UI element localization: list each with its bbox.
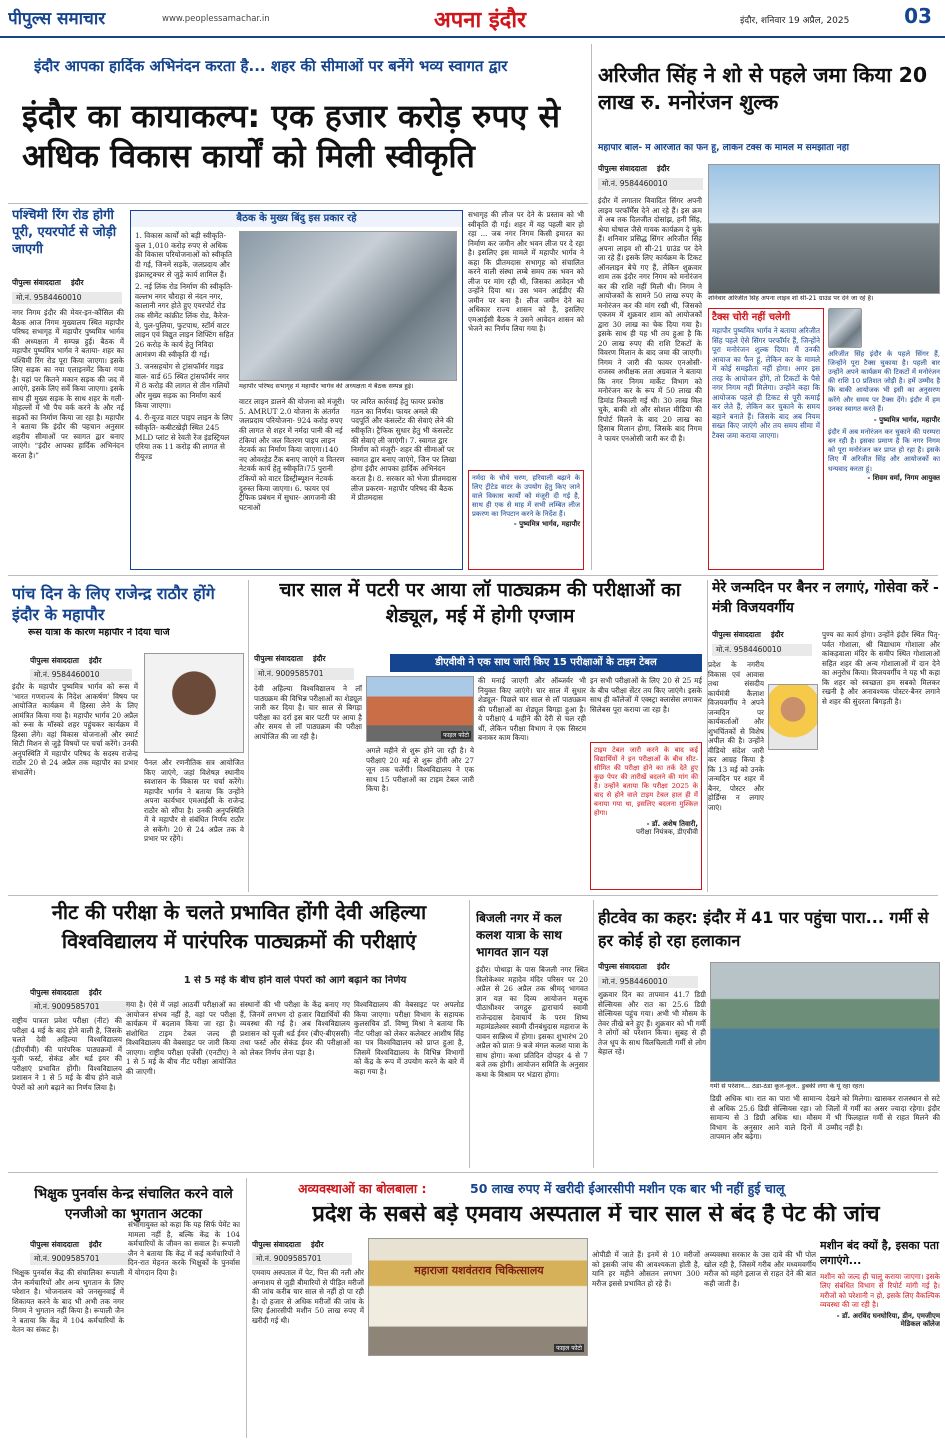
quote-text: टाइम टेबल जारी करने के बाद कई विद्यार्थियों ने इन परीक्षाओं के बीच सीट-सीमित की परीक्षा होने का तर्क देते हुए कुछ पेपर की तारीखें बदलने की मांग की है। उन्होंने बताया कि परीक्षा 2025 के बाद से होने वाले टाइम टेबल हाल ही में बनाया गया था, इसलिए बदलना मुश्किल होगा। <box>594 746 698 817</box>
box-title: मशीन बंद क्यों है, इसका पता लगाएंगे... <box>820 1239 939 1268</box>
neet-col1: राष्ट्रीय पात्रता प्रवेश परीक्षा (नीट) की परीक्षा 4 मई के बाद होने वाली है, जिसके चलते देवी अहिल्या विश्वविद्यालय (डीएवीवी) की पारंपरिक पाठ्यक्रमों में यूजी फर्स्ट, सेकंड और थर्ड इयर की परीक्षाएं प्रभावित होंगी। विश्वविद्यालय प्रशासन ने 1 से 5 मई के बीच होने वाले पेपरों को आगे बढ़ाने का निर्णय लिया है। <box>12 1016 122 1092</box>
box-body: मशीन को जल्द ही चालू कराया जाएगा। इसके लिए संबंधित विभाग से रिपोर्ट मांगी गई है। मरीजों को परेशानी न हो, इसके लिए वैकल्पिक व्यवस्था की जा रही है। <box>820 1271 940 1310</box>
quote-author: - पुष्यमित्र भार्गव, महापौर <box>873 415 940 424</box>
mobile-number: मो.नं. 9584460010 <box>598 976 698 988</box>
pool-photo[interactable] <box>710 962 940 1082</box>
arijit-body: इंदौर में लगातार विवादित सिंगर अपनी लाइव परफॉर्मेंस देने आ रहे हैं। इस क्रम में अब तक दिलजीत दोसांझ, हनी सिंह, श्रेया घोषाल जैसे गायक कार्यक्रम दे चुके हैं। शनिवार प्रसिद्ध सिंगर अरिजीत सिंह अपना लाइव शो सी-21 ग्राउंड पर देने जा रहे हैं। इसके लिए कार्यक्रम के टिकट ऑनलाइन बेचे गए हैं, लेकिन शुक्रवार शाम तक इंदौर नगर निगम को मनोरंजन कर की राशि नहीं मिली थी। निगम ने आयोजकों के सामने 50 लाख रुपए के मनोरंजन कर की मांग रखी थी, जिसको एक्जम में शुक्रवार शाम को आयोजकों द्वारा 30 लाख का चेक दिया गया है। इसके साथ ही यह भी तय हुआ है कि 20 लाख रुपए की राशि टिकटों के विवरण मिलान के बाद जमा की जाएगी। निगम ने जारी की फायर एनओसी- राजस्व अधीक्षक लता अग्रवाल ने बताया कि नगर निगम मार्केट विभाग को मनोरंजन कर के रूप में 50 लाख की डिमांड निकाली गई थी। 30 लाख मिल चुके, बाकी शो और सोशल मीडिया की रिपोर्ट मिलने के बाद 20 लाख का हिसाब मिलान होगा, जिसके बाद निगम ने फायर एनओसी जारी कर दी है। <box>598 196 702 443</box>
avatar <box>828 308 862 348</box>
point-item: 2. नई लिंक रोड निर्माण की स्वीकृति- वल्लभ नगर चौराहा से नंदन नगर, कालानी नगर होते हुए एयरपोर्ट रोड तक सीमेंट कांक्रीट लिंक रोड, कैरेज-वे, पुल-पुलिया, फुटपाथ, स्टॉर्म वाटर लाइन एवं विद्युत लाइन शिफ्टिंग सहित 26 करोड़ के कार्य हेतु निविदा आमंत्रण की स्वीकृति दी गई। <box>135 282 234 359</box>
heat-col2: डिग्री अधिक था। रात का पारा भी सामान्य से अधिक 25.6 डिग्री सेल्सियस रहा। जो सामान्य से 3 डिग्री अधिक था। मौसम विभाग के अनुसार आने वाले दिनों में तापमान और बढ़ेगा। <box>710 1094 822 1141</box>
mobile-number: मो.नं. 9584460010 <box>598 178 703 190</box>
quote-author-title: परीक्षा नियंत्रक, डीएवीवी <box>636 828 698 837</box>
neet-sub: 1 से 5 मई के बीच होने वाले पेपरों को आगे बढ़ाने का निर्णय <box>183 975 407 986</box>
arijit-side <box>828 308 940 570</box>
photo-label: फाइल फोटो <box>556 1345 582 1352</box>
building-sign: महाराजा यशवंतराव चिकित्सालय <box>414 1264 544 1277</box>
heat-col1: शुक्रवार दिन का तापमान 41.7 डिग्री सेल्सियस और रात का 25.6 डिग्री सेल्सियस पहुंच गया। अभी भी मौसम के तेवर तीखे बने हुए हैं। शुक्रवार को भी गर्मी ने लोगों को परेशान किया। सुबह से ही तेज धूप के साथ चिलचिलाती गर्मी से लोग बेहाल रहे। <box>598 990 706 1056</box>
side-quote-2: इंदौर में अब मनोरंजन कर चुकाने की परम्परा बन रही है। इसका प्रमाण है कि नगर निगम को पूरा मनोरंजन कर प्राप्त हो रहा है। इसके लिए मैं अरिजीत सिंह और आयोजकों का धन्यवाद करता हूं। <box>828 428 940 473</box>
section-title: अपना इंदौर <box>433 8 527 33</box>
byline: पीपुल्स संवाददाता इंदौर <box>30 988 102 997</box>
vijay-headline: मेरे जन्मदिन पर बैनर न लगाएं, गोसेवा करें - मंत्री विजयवर्गीय <box>712 580 939 617</box>
rajendra-body-2: पैनल और रणनीतिक सत्र आयोजित किए जाएंगे, जहां विशेषज्ञ स्थानीय स्वशासन के विकास पर चर्चा करेंगे। महापौर भार्गव ने बताया कि उन्होंने अपना कार्यभार एमआईसी के राजेन्द्र राठौर को सौंपा है। उनकी अनुपस्थिति में वे महापौर से संबंधित निर्णय राठौर ले सकेंगे। 20 से 24 अप्रैल तक वे प्रभार पर रहेंगे। <box>144 758 244 843</box>
page-number: 03 <box>898 4 938 32</box>
byline: पीपुल्स संवाददाता इंदौर <box>252 1240 324 1249</box>
points-column-right: पर त्वरित कार्रवाई हेतु फायर प्रकोष्ठ गठन का निर्णय। फायर अमले की पदपूर्ति और कंसल्टेंट की सेवाएं लेने की स्वीकृति। ट्रैफिक सुधार हेतु भी कंसल्टेंट की सेवाएं ली जाएंगी। 7. स्वागत द्वार निर्माण को मंजूरी- शहर की सीमाओं पर स्वागत द्वार बनाए जाएंगे, जिन पर लिखा होगा इंदौर आपका हार्दिक अभिनंदन करता है। 8. सरकार को भेजा प्रीतमदास लीज प्रकरण- महापौर परिषद की बैठक में प्रीतमदास <box>351 397 457 503</box>
arijit-headline: अरिजीत सिंह ने शो से पहले जमा किया 20 लाख रु. मनोरंजन शुल्क <box>598 63 928 115</box>
byline: पीपुल्स संवाददाता इंदौर <box>598 164 670 173</box>
point-item: 3. जनसहयोग से ट्रांसफॉर्मर गाइड वाल- वार्ड 65 स्थित ट्रांसफॉर्मर नगर में 8 करोड़ की लागत से तीन गलियों और मुख्य सड़क का निर्माण कार्य किया जाएगा। <box>135 362 230 410</box>
mya-col3: अव्यवस्था सरकार के उस दावे की भी पोल खोल रही है, जिसमें गरीब और मध्यमवर्गीय मरीज को महंगे इलाज से राहत देने की बात कही जाती है। <box>704 1250 816 1288</box>
divider <box>8 1172 938 1173</box>
mobile-number: मो.नं. 9584460010 <box>712 644 812 656</box>
mya-kicker-label: अव्यवस्थाओं का बोलबाला : <box>298 1181 427 1196</box>
column-rule <box>593 900 594 1168</box>
mobile-number: मो.नं. 9009585701 <box>254 668 354 680</box>
quote-text: नर्मदा के चौथे चरण, हरियाली बढ़ाने के लिए ट्रीटेड वाटर के उपयोग हेतु किए जाने वाले विकास कार्यों को मंजूरी दी गई है, साथ ही एक से माह में सभी लम्बित लीज प्रकरण का निपटान करने के निर्देश हैं। <box>472 474 580 519</box>
law-col2: की मनाई जाएगी और ऑब्जर्वर भी नियुक्त किए जाएंगे। चार साल में सुधार शेड्यूल- पिछले चार साल से लॉ पाठ्यक्रम की परीक्षाओं का शेड्यूल बिगड़ा हुआ है। ये परीक्षाएं 4 महीने की देरी से चल रही थीं, लेकिन परीक्षा विभाग ने एक सिस्टम बनाकर काम किया। <box>478 676 586 742</box>
column-rule <box>469 900 470 1168</box>
ngo-body-2: संभागायुक्त को कहा कि यह सिर्फ पेमेंट का मामला नहीं है, बल्कि केंद्र के 104 कर्मचारियों के जीवन का सवाल है। रूपाली जैन ने बताया कि केंद्र में कई कर्मचारियों ने दिन-रात मेहनत करके भिक्षुकों के पुनर्वास में योगदान दिया है। <box>128 1220 240 1277</box>
column-rule <box>248 580 249 892</box>
top-story-sub: पश्चिमी रिंग रोड होगी पूरी, एयरपोर्ट से जोड़ी जाएगी <box>12 208 117 257</box>
point-item: 1. विकास कार्यों को बड़ी स्वीकृति- कुल 1,010 करोड़ रुपए से अधिक की विकास परियोजनाओं को स्वीकृति दी गई, जिनमें सड़कें, जलप्रदाय और इंफ्रास्ट्रक्चर से जुड़े कार्य शामिल हैं। <box>135 231 233 279</box>
photo-caption: महापौर परिषद सभागृह में महापौर भार्गव की अध्यक्षता में बैठक सम्पन्न हुई। <box>239 383 414 390</box>
byline: पीपुल्स संवाददाता इंदौर <box>12 278 84 287</box>
vijay-col2: पुण्य का कार्य होगा। उन्होंने इंदौर स्थित पितृ-पर्वत गोशाला, श्री विद्याधाम गोशाला और कांकड़वाला मंदिर के समीप स्थित गोशालाओं सहित शहर की अन्य गोशालाओं में दान देने का अनुरोध किया। विजयवर्गीय ने यह भी कहा कि शहर को स्वच्छता हम सबको मिलकर रखनी है और अनावश्यक पोस्टर-बैनर लगाने से शहर की सुंदरता बिगड़ती है। <box>822 630 940 706</box>
mya-headline: प्रदेश के सबसे बड़े एमवाय अस्पताल में चार साल से बंद है पेट की जांच <box>312 1203 880 1227</box>
mobile-number: मो.नं. 9009585701 <box>30 1001 130 1013</box>
photo-label: फाइल फोटो <box>443 732 469 739</box>
key-points-box <box>130 210 463 570</box>
law-col1: देवी अहिल्या विश्वविद्यालय ने लॉ पाठ्यक्रम की विभिन्न परीक्षाओं का शेड्यूल जारी कर दिया है। चार साल से बिगड़ा परीक्षा का दर्रा इस बार पटरी पर आया है और समय से लॉ पाठ्यक्रम की परीक्षा आयोजित की जा रही है। <box>254 684 362 741</box>
neet-headline: नीट की परीक्षा के चलते प्रभावित होंगी देवी अहिल्या विश्वविद्यालय में पारंपरिक पाठ्यक्रमों की परीक्षाएं <box>51 900 427 953</box>
rajendra-headline: पांच दिन के लिए राजेन्द्र राठौर होंगे इंदौर के महापौर <box>12 584 215 624</box>
university-photo[interactable] <box>366 676 474 742</box>
minister-photo[interactable] <box>768 684 818 750</box>
heat-headline: हीटवेव का कहर: इंदौर में 41 पार पहुंचा पारा... गर्मी से हर कोई हो रहा हलाकान <box>598 908 929 951</box>
law-col3: इन सभी परीक्षाओं के लिए 20 से 25 मई के बीच परीक्षा सेंटर तय किए जाएंगे। इसके साथ ही कॉलेजों में एक्स्ट्रा क्लासेस लगाकर सिलेबस पूरा कराया जा रहा है। <box>590 676 702 714</box>
quote-author: - डॉ. अशेष तिवारी, <box>646 819 698 828</box>
law-quote-box <box>590 742 702 890</box>
law-col1b: अगले महीने से शुरू होने जा रही है। ये परीक्षाएं 20 मई से शुरू होंगी और 27 जून तक चलेंगी। विश्वविद्यालय ने एक साथ 15 परीक्षाओं का टाइम टेबल जारी किया है। <box>366 746 474 793</box>
quote-author: - शिवम वर्मा, निगम आयुक्त <box>867 473 940 482</box>
bijli-headline: बिजली नगर में कल कलश यात्रा के साथ भागवत ज्ञान यज्ञ <box>476 911 562 959</box>
dateline: इंदौर, शनिवार 19 अप्रैल, 2025 <box>740 16 850 26</box>
box-title: बैठक के मुख्य बिंदु इस प्रकार रहे <box>131 211 462 227</box>
divider <box>8 575 938 576</box>
portrait-photo[interactable] <box>144 653 244 753</box>
byline: पीपुल्स संवाददाता इंदौर <box>254 654 326 663</box>
top-story-headline: इंदौर का कायाकल्प: एक हजार करोड़ रुपए से अधिक विकास कार्यों को मिली स्वीकृति <box>22 97 561 175</box>
photo-caption: शनिवार अरिजीत सिंह अपना लाइव शो सी-21 ग्राउंड पर देने जा रहे हैं। <box>708 295 874 302</box>
heat-col3: देखने को मिलेगा। खासकर राजस्थान से सटे जिलों में गर्मी का असर ज्यादा रहेगा। इंदौर में भी फिलहाल गर्मी से राहत मिलने की उम्मीद नहीं है। <box>826 1094 940 1132</box>
divider <box>8 895 938 896</box>
bijli-body: इंदौर। पोथाड़ा के पास बिजली नगर स्थित त्रिलोकेश्वर महादेव मंदिर परिसर पर 20 अप्रैल से 26 अप्रैल तक श्रीमद् भागवत ज्ञान यज्ञ का दिव्य आयोजन मलूक पीठाधीश्वर जगद्गुरु द्वाराचार्य स्वामी राजेन्द्रदास देवाचार्य के परम शिष्य महामंडलेश्वर स्वामी दीनबंधुदास महाराज के पावन सान्निध्य में होगा। इसका शुभारंभ 20 अप्रैल को प्रातः 9 बजे मंगल कलश यात्रा के साथ होगा। कथा प्रतिदिन दोपहर 4 से 7 बजे तक होगी। आयोजन समिति के अनुसार कथा के विश्राम पर भंडारा होगा। <box>476 965 588 1079</box>
hospital-photo[interactable] <box>368 1238 588 1356</box>
mya-kicker-text: 50 लाख रुपए में खरीदी ईआरसीपी मशीन एक बार भी नहीं हुई चालू <box>470 1181 785 1196</box>
byline: पीपुल्स संवाददाता इंदौर <box>712 630 784 639</box>
points-column-mid: वाटर लाइन डालने की योजना को मंजूरी। 5. AMRUT 2.0 योजना के अंतर्गत जलप्रदाय परियोजना- 924 करोड़ रुपए की लागत से शहर में नर्मदा पानी की नई टंकियां और जल वितरण पाइप लाइन नेटवर्क का निर्माण किया जाएगा।140 नए ओवरहेड टैंक बनाए जाएंगे व वितरण नेटवर्क कार्य हेतु स्वीकृति।75 पुरानी टंकियों को वाटर डिस्ट्रीब्यूशन नेटवर्क दुरुस्त किया जाएगा। 6. फायर एवं ट्रैफिक प्रबंधन में सुधार- आगजनी की घटनाओं <box>239 397 345 512</box>
mya-col1: एमवाय अस्पताल में पेट, पित्त की नली और अग्नाशय से जुड़ी बीमारियों से पीड़ित मरीजों की जांच करीब चार साल से नहीं हो पा रही है। दो हजार से अधिक मरीजों की जांच के लिए ईआरसीपी मशीन 50 लाख रुपए में खरीदी गई थी। <box>252 1268 364 1325</box>
side-quote: अरिजीत सिंह इंदौर के पहले सिंगर हैं, जिन्होंने पूरा टैक्स चुकाया है। पहली बार उन्होंने अपने कार्यक्रम की टिकटों में मनोरंजन की राशि 10 प्रतिशत जोड़ी है। हमें उम्मीद है कि बाकी आयोजक भी इसी का अनुसरण करेंगे और समय पर टैक्स देंगे। इंदौर में हम उनका स्वागत करते हैं। <box>828 350 940 413</box>
quote-box <box>468 470 584 570</box>
photo-caption: गर्मी से परेशान... ठंडा-ठंडा कूल-कूल.. डुबकी लगा के यूं रहा रहत। <box>710 1083 865 1090</box>
byline: पीपुल्स संवाददाता इंदौर <box>598 962 670 971</box>
logo[interactable] <box>8 6 158 30</box>
mobile-number: मो.नं. 9584460010 <box>12 292 122 304</box>
mya-col2: ओपीडी में जाते हैं। इनमें से 10 मरीजों को इसकी जांच की आवश्यकता होती है, यानि हर महीने औसतन लगभग 300 मरीज इससे प्रभावित हो रहे हैं। <box>592 1250 700 1288</box>
masthead-url[interactable]: www.peoplessamachar.in <box>162 14 270 24</box>
tax-box <box>708 308 824 570</box>
neet-col3: संस्थानों की भी परीक्षा के केंद्र बनाए गए हैं, जिनमें लगभग दो हजार विद्यार्थियों की व्यवस्था की गई है। अब विश्वविद्यालय प्रशासन को यूजी थर्ड ईयर (बीए-बीएससी) तथा फर्स्ट और सेकंड ईयर की परीक्षाओं को लेकर निर्णय लेना पड़ा है। <box>240 1000 350 1057</box>
neet-col2: गया है। ऐसे में जहां आठवीं परीक्षाओं का आयोजन संभव नहीं है, वहां पर परीक्षा कार्यक्रम में बदलाव किया जा रहा है। संशोधित टाइम टेबल जल्द ही विश्वविद्यालय की वेबसाइट पर जारी किया जाएगा। राष्ट्रीय परीक्षा एजेंसी (एनटीए) ने 1 से 5 मई के बीच नीट परीक्षा आयोजित की जाएगी। <box>126 1000 236 1076</box>
ngo-body: भिक्षुक पुनर्वास केंद्र की संचालिका रूपाली जैन कर्मचारियों और अन्य भुगतान के लिए परेशान है। भोजनालय को जनसुनवाई में शिकायत करने के बाद भी अभी तक नगर निगम ने भुगतान नहीं किया है। रूपाली जैन ने बताया कि केंद्र में 104 कर्मचारियों के वेतन का संकट है। <box>12 1268 124 1334</box>
top-story-body: नगर निगम इंदौर की मेयर-इन-कौंसिल की बैठक आज निगम मुख्यालय स्थित महापौर परिषद सभागृह में महापौर पुष्यमित्र भार्गव की अध्यक्षता में सम्पन्न हुई। बैठक में महापौर पुष्यमित्र भार्गव ने बताया- शहर का पश्चिमी रिंग रोड पूरा किया जाएगा। इसके लिए सड़क का नया एलाइनमेंट किया गया है। यहां पर कितने मकान सड़क की जद में आएंगे, इसके लिए सर्वे किया जाएगा। इसके साथ ही मुख्य सड़क के साथ शहर के गली-मोहल्लों में भी पैच वर्क करने के और नई सड़कों का निर्माण किया जा रहा है। महापौर ने बताया कि इंदौर की पहचान अनुसार शहरीय सीमाओं पर स्वागत द्वार बनाए जाएंगे। “इंदौर आपका हार्दिक अभिनंदन करता है।” <box>12 308 124 460</box>
meeting-photo[interactable] <box>239 231 457 381</box>
ngo-headline: भिक्षुक पुनर्वास केन्द्र संचालित करने वाले एनजीओ का भुगतान अटका <box>34 1186 233 1223</box>
byline: पीपुल्स संवाददाता इंदौर <box>30 656 102 665</box>
mya-side-box <box>820 1238 940 1438</box>
mobile-number: मो.नं. 9009585701 <box>30 1253 130 1265</box>
byline: पीपुल्स संवाददाता इंदौर <box>30 1240 102 1249</box>
quote-author: - डॉ. अरविंद घनघोरिया, डीन, एमजीएम मेडिकल कॉलेज <box>836 1311 940 1329</box>
mya-kicker-row <box>252 1178 940 1200</box>
box-body: महापौर पुष्यमित्र भार्गव ने बताया अरिजीत सिंह पहले ऐसे सिंगर परफॉर्मर हैं, जिन्होंने पूरा मनोरंजन शुल्क दिया। मैं उनकी आवाज का फैन हूं, लेकिन कर के मामले में कोई समझौता नहीं होगा। अगर इस तरह के आयोजन होंगे, तो टिकटों के पैसे नगर निगम नहीं मिलेगा। उन्होंने कहा कि आयोजक पहले ही टिकट से पूरी कमाई कर लेते हैं, लेकिन कर चुकाने के समय बहाने बनाते हैं। जिसके बाद अब नियम सख्त किए जाएंगे और तय समय सीमा में टैक्स जमा कराया जाएगा। <box>712 326 820 440</box>
column-rule <box>591 44 592 570</box>
stage-photo[interactable] <box>708 164 940 294</box>
mobile-number: मो.नं. 9584460010 <box>30 669 132 681</box>
mobile-number: मो.नं. 9009585701 <box>252 1253 352 1265</box>
column-rule <box>246 1178 247 1438</box>
neet-col4: विश्वविद्यालय की वेबसाइट पर अपलोड किया जाएगा। परीक्षा विभाग के सहायक कुलसचिव डॉ. विष्णु मिश्रा ने बताया कि नीट परीक्षा को लेकर कलेक्टर आशीष सिंह का पत्र विश्वविद्यालय को प्राप्त हुआ है, जिसमें विश्वविद्यालय के विभिन्न विभागों को केंद्र के रूप में उपयोग करने के बारे में कहा गया है। <box>354 1000 464 1076</box>
points-column-left <box>135 231 235 567</box>
rajendra-sub: रूस यात्रा के कारण महापौर ने दिया चार्ज <box>28 628 170 638</box>
divider <box>8 203 588 204</box>
top-story-kicker: इंदौर आपका हार्दिक अभिनंदन करता है... शहर की सीमाओं पर बनेंगे भव्य स्वागत द्वार <box>34 58 508 75</box>
vijay-col1: प्रदेश के नगरीय विकास एवं आवास तथा संसदीय कार्यमंत्री कैलाश विजयवर्गीय ने अपने जन्मदिन पर कार्यकर्ताओं और शुभचिंतकों से विशेष अपील की है। उन्होंने वीडियो संदेश जारी कर आग्रह किया है कि 13 मई को उनके जन्मदिन पर शहर में बैनर, पोस्टर और होर्डिंग्स न लगाए जाएं। <box>708 660 764 812</box>
point-item: 4. री-यूज्ड वाटर पाइप लाइन के लिए स्वीकृति- कबीटखेड़ी स्थित 245 MLD प्लांट से रेवती रेंज इंडस्ट्रियल एरिया तक 11 करोड़ की लागत से रीयूज्ड <box>135 413 233 461</box>
quote-author: - पुष्यमित्र भार्गव, महापौर <box>513 519 580 528</box>
logo-text: पीपुल्स समाचार <box>8 9 106 29</box>
law-headline: चार साल में पटरी पर आया लॉ पाठ्यक्रम की परीक्षाओं का शेड्यूल, मई में होगी एग्जाम <box>279 579 681 627</box>
law-band: डीएवीवी ने एक साथ जारी किए 15 परीक्षाओं के टाइम टेबल <box>390 654 702 672</box>
arijit-sub: महापौर बोले- मैं अरिजीत का फैन हूं, लेकिन टैक्स के मामले में समझौता नहीं <box>598 144 849 153</box>
rajendra-body: इंदौर के महापौर पुष्यमित्र भार्गव को रूस में 'भारत गणराज्य के निदेश आकर्षण' विषय पर आयोजित कार्यक्रम में हिस्सा लेने के लिए आमंत्रित किया गया है। महापौर भार्गव 20 अप्रैल को रूस के मॉस्को शहर पहुंचकर कार्यक्रम में हिस्सा लेंगे। वहां विकास योजनाओं और स्मार्ट सिटी मिशन से जुड़े विषयों पर चर्चा करेंगे। उनकी अनुपस्थिति में महापौर परिषद के सदस्य राजेन्द्र राठौर 20 से 24 अप्रैल तक महापौर का प्रभार संभालेंगे। <box>12 682 138 777</box>
box-title: टैक्स चोरी नहीं चलेगी <box>712 312 791 323</box>
masthead <box>0 0 945 38</box>
top-story-col3: सभागृह की लीज पर देने के प्रस्ताव को भी स्वीकृति दी गई। शहर में यह पहली बार हो रहा ... जब नगर निगम किसी इमारत का निर्माण कर जमीन और भवन लीज पर दे रहा है। इसलिए इस मामले में महापौर भार्गव ने कहा कि प्रीतमदास सभागृह को संचालित करने वाली संस्था लम्बे समय तक भवन को लीज पर मांग रही थी, जिसका आवेदन भी उन्होंने दिया था। उस भवन आईडीए की जमीन पर बना है। लीज जमीन देने का अधिकार राज्य शासन को है, इसलिए एमआईसी बैठक ने उसने आवेदन शासन को भेजने का निर्णय लिया गया है। <box>468 210 584 333</box>
